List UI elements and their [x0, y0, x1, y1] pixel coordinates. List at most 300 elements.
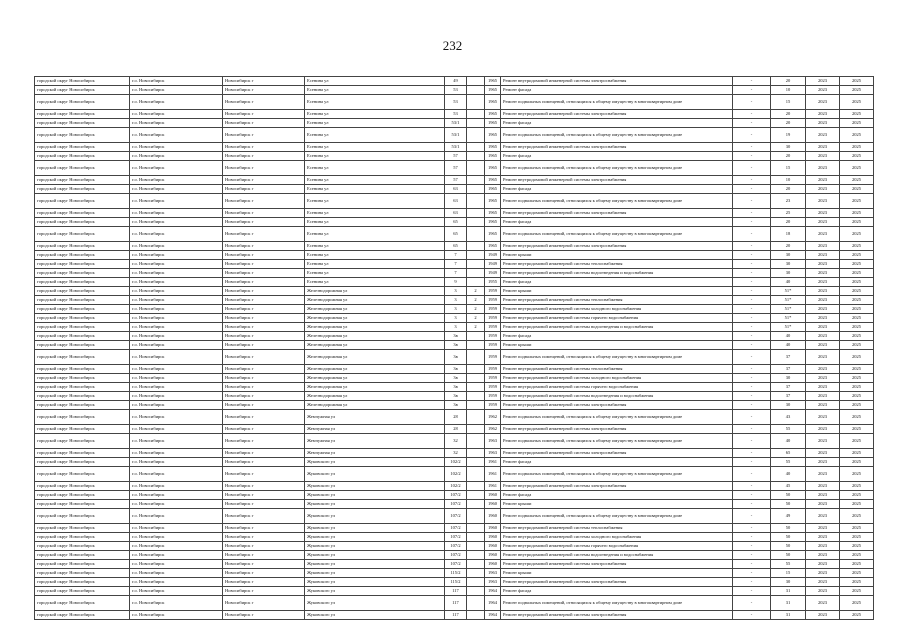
cell-house: 53/1	[445, 143, 467, 152]
cell-city: Новосибирск г	[223, 569, 305, 578]
cell-year-to: 2025	[840, 509, 874, 524]
cell-year: 1961	[485, 482, 501, 491]
cell-year: 1959	[485, 392, 501, 401]
cell-cost: 40	[771, 341, 806, 350]
cell-building	[467, 143, 485, 152]
cell-work-type: Ремонт внутридомовой инженерной системы водоотведения и водоснабжения	[501, 392, 733, 401]
cell-settlement: г.о. Новосибирск	[130, 467, 223, 482]
cell-year-to: 2025	[840, 533, 874, 542]
cell-settlement: г.о. Новосибирск	[130, 86, 223, 95]
cell-municipality: городской округ Новосибирск	[35, 542, 130, 551]
cell-street: Железнодорожная ул	[305, 332, 445, 341]
table-row	[35, 587, 874, 596]
cell-house: 107/2	[445, 560, 467, 569]
cell-work-type: Ремонт внутридомовой инженерной системы электроснабжения	[501, 611, 733, 620]
cell-municipality: городской округ Новосибирск	[35, 278, 130, 287]
cell-cost: 40	[771, 467, 806, 482]
cell-work-type: Ремонт крыши	[501, 569, 733, 578]
cell-municipality: городской округ Новосибирск	[35, 242, 130, 251]
cell-year: 1959	[485, 374, 501, 383]
cell-building	[467, 401, 485, 410]
cell-street: Жуковского ул	[305, 533, 445, 542]
cell-year-to: 2025	[840, 251, 874, 260]
cell-cost: 51*	[771, 314, 806, 323]
cell-year-to: 2025	[840, 128, 874, 143]
cell-work-type: Ремонт фасада	[501, 587, 733, 596]
cell-municipality: городской округ Новосибирск	[35, 500, 130, 509]
cell-cost: 40	[771, 332, 806, 341]
cell-indicator: -	[733, 77, 771, 86]
cell-year-from: 2023	[806, 185, 840, 194]
cell-city: Новосибирск г	[223, 161, 305, 176]
cell-cost: 31	[771, 596, 806, 611]
cell-settlement: г.о. Новосибирск	[130, 176, 223, 185]
cell-municipality: городской округ Новосибирск	[35, 509, 130, 524]
cell-settlement: г.о. Новосибирск	[130, 569, 223, 578]
cell-settlement: г.о. Новосибирск	[130, 434, 223, 449]
cell-street: Жуковского ул	[305, 587, 445, 596]
cell-city: Новосибирск г	[223, 323, 305, 332]
cell-work-type: Ремонт фасада	[501, 119, 733, 128]
cell-cost: 55	[771, 458, 806, 467]
table-row	[35, 296, 874, 305]
cell-year-to: 2025	[840, 560, 874, 569]
cell-settlement: г.о. Новосибирск	[130, 323, 223, 332]
cell-building	[467, 509, 485, 524]
cell-indicator: -	[733, 278, 771, 287]
cell-year-to: 2025	[840, 500, 874, 509]
cell-city: Новосибирск г	[223, 269, 305, 278]
cell-cost: 23	[771, 194, 806, 209]
cell-house: 65	[445, 218, 467, 227]
cell-year-to: 2025	[840, 374, 874, 383]
cell-year-to: 2025	[840, 209, 874, 218]
cell-house: 57	[445, 152, 467, 161]
cell-house: 57	[445, 176, 467, 185]
cell-work-type: Ремонт внутридомовой инженерной системы горячего водоснабжения	[501, 314, 733, 323]
cell-street: Жуковского ул	[305, 611, 445, 620]
cell-year-to: 2025	[840, 194, 874, 209]
cell-cost: 37	[771, 383, 806, 392]
table-row	[35, 425, 874, 434]
cell-year-from: 2023	[806, 410, 840, 425]
cell-cost: 65	[771, 449, 806, 458]
cell-settlement: г.о. Новосибирск	[130, 458, 223, 467]
cell-building	[467, 86, 485, 95]
cell-city: Новосибирск г	[223, 128, 305, 143]
cell-municipality: городской округ Новосибирск	[35, 524, 130, 533]
cell-building	[467, 119, 485, 128]
cell-year-to: 2025	[840, 176, 874, 185]
cell-municipality: городской округ Новосибирск	[35, 449, 130, 458]
table-row	[35, 374, 874, 383]
cell-settlement: г.о. Новосибирск	[130, 560, 223, 569]
cell-year: 1965	[485, 110, 501, 119]
cell-settlement: г.о. Новосибирск	[130, 185, 223, 194]
table-row	[35, 392, 874, 401]
cell-house: 28	[445, 425, 467, 434]
cell-year-from: 2023	[806, 401, 840, 410]
cell-house: 3	[445, 305, 467, 314]
cell-year-from: 2023	[806, 524, 840, 533]
cell-cost: 50	[771, 542, 806, 551]
cell-work-type: Ремонт внутридомовой инженерной системы электроснабжения	[501, 209, 733, 218]
cell-year: 1955	[485, 278, 501, 287]
cell-municipality: городской округ Новосибирск	[35, 269, 130, 278]
cell-house: 3	[445, 287, 467, 296]
cell-year-to: 2025	[840, 152, 874, 161]
cell-street: Железнодорожная ул	[305, 305, 445, 314]
cell-year: 1959	[485, 287, 501, 296]
cell-indicator: -	[733, 314, 771, 323]
cell-cost: 31	[771, 611, 806, 620]
cell-house: 53	[445, 95, 467, 110]
cell-settlement: г.о. Новосибирск	[130, 401, 223, 410]
cell-building	[467, 587, 485, 596]
cell-municipality: городской округ Новосибирск	[35, 251, 130, 260]
cell-street: Железнодорожная ул	[305, 401, 445, 410]
cell-year-from: 2023	[806, 383, 840, 392]
table-row	[35, 542, 874, 551]
cell-settlement: г.о. Новосибирск	[130, 260, 223, 269]
cell-street: Жуковского ул	[305, 578, 445, 587]
cell-year-to: 2025	[840, 482, 874, 491]
cell-indicator: -	[733, 269, 771, 278]
cell-building	[467, 524, 485, 533]
cell-building	[467, 341, 485, 350]
cell-indicator: -	[733, 287, 771, 296]
cell-year-from: 2023	[806, 242, 840, 251]
cell-house: 28	[445, 410, 467, 425]
cell-street: Жуковского ул	[305, 524, 445, 533]
cell-indicator: -	[733, 560, 771, 569]
cell-year-to: 2025	[840, 119, 874, 128]
cell-year-to: 2025	[840, 185, 874, 194]
cell-cost: 51*	[771, 305, 806, 314]
cell-indicator: -	[733, 95, 771, 110]
table-row	[35, 332, 874, 341]
cell-building	[467, 227, 485, 242]
cell-street: Железнодорожная ул	[305, 296, 445, 305]
cell-cost: 15	[771, 569, 806, 578]
cell-year-from: 2023	[806, 560, 840, 569]
cell-cost: 37	[771, 365, 806, 374]
cell-street: Жуковского ул	[305, 509, 445, 524]
cell-year: 1960	[485, 524, 501, 533]
cell-municipality: городской округ Новосибирск	[35, 410, 130, 425]
cell-street: Есенина ул	[305, 143, 445, 152]
cell-municipality: городской округ Новосибирск	[35, 350, 130, 365]
cell-building	[467, 551, 485, 560]
cell-municipality: городской округ Новосибирск	[35, 143, 130, 152]
cell-work-type: Ремонт внутридомовой инженерной системы электроснабжения	[501, 401, 733, 410]
cell-settlement: г.о. Новосибирск	[130, 533, 223, 542]
cell-city: Новосибирск г	[223, 242, 305, 251]
cell-city: Новосибирск г	[223, 143, 305, 152]
cell-cost: 50	[771, 533, 806, 542]
cell-year-to: 2025	[840, 287, 874, 296]
cell-year-from: 2023	[806, 227, 840, 242]
cell-indicator: -	[733, 251, 771, 260]
cell-cost: 30	[771, 143, 806, 152]
cell-indicator: -	[733, 218, 771, 227]
cell-indicator: -	[733, 296, 771, 305]
cell-indicator: -	[733, 194, 771, 209]
cell-municipality: городской округ Новосибирск	[35, 86, 130, 95]
cell-building	[467, 218, 485, 227]
cell-house: 117	[445, 596, 467, 611]
cell-building	[467, 194, 485, 209]
cell-municipality: городской округ Новосибирск	[35, 110, 130, 119]
table-row	[35, 383, 874, 392]
cell-year-from: 2023	[806, 143, 840, 152]
cell-house: 3	[445, 314, 467, 323]
cell-city: Новосибирск г	[223, 218, 305, 227]
cell-building	[467, 251, 485, 260]
cell-indicator: -	[733, 323, 771, 332]
cell-house: 3в	[445, 374, 467, 383]
table-row	[35, 251, 874, 260]
cell-settlement: г.о. Новосибирск	[130, 305, 223, 314]
cell-work-type: Ремонт подвальных помещений, относящихся к общему имуществу в многоквартирном доме	[501, 128, 733, 143]
cell-building	[467, 533, 485, 542]
cell-settlement: г.о. Новосибирск	[130, 152, 223, 161]
cell-street: Железнодорожная ул	[305, 314, 445, 323]
cell-street: Есенина ул	[305, 218, 445, 227]
table-row	[35, 482, 874, 491]
cell-building	[467, 500, 485, 509]
cell-year: 1965	[485, 86, 501, 95]
table-row	[35, 185, 874, 194]
cell-work-type: Ремонт внутридомовой инженерной системы электроснабжения	[501, 482, 733, 491]
cell-municipality: городской округ Новосибирск	[35, 551, 130, 560]
cell-year-from: 2023	[806, 194, 840, 209]
cell-house: 63	[445, 194, 467, 209]
cell-settlement: г.о. Новосибирск	[130, 314, 223, 323]
cell-year: 1965	[485, 119, 501, 128]
cell-house: 107/2	[445, 551, 467, 560]
cell-year-to: 2025	[840, 86, 874, 95]
cell-house: 32	[445, 434, 467, 449]
cell-indicator: -	[733, 458, 771, 467]
cell-year-from: 2023	[806, 482, 840, 491]
cell-street: Жуковского ул	[305, 551, 445, 560]
cell-indicator: -	[733, 551, 771, 560]
cell-cost: 20	[771, 119, 806, 128]
cell-house: 57	[445, 161, 467, 176]
cell-year-to: 2025	[840, 350, 874, 365]
cell-building	[467, 560, 485, 569]
cell-indicator: -	[733, 500, 771, 509]
cell-indicator: -	[733, 260, 771, 269]
cell-city: Новосибирск г	[223, 500, 305, 509]
cell-municipality: городской округ Новосибирск	[35, 458, 130, 467]
cell-cost: 30	[771, 578, 806, 587]
cell-street: Есенина ул	[305, 86, 445, 95]
cell-year: 1959	[485, 332, 501, 341]
cell-city: Новосибирск г	[223, 425, 305, 434]
cell-settlement: г.о. Новосибирск	[130, 128, 223, 143]
cell-year-to: 2025	[840, 278, 874, 287]
cell-year: 1959	[485, 296, 501, 305]
cell-cost: 55	[771, 425, 806, 434]
cell-city: Новосибирск г	[223, 176, 305, 185]
cell-municipality: городской округ Новосибирск	[35, 227, 130, 242]
cell-municipality: городской округ Новосибирск	[35, 323, 130, 332]
cell-house: 53	[445, 110, 467, 119]
cell-house: 3в	[445, 383, 467, 392]
cell-year: 1960	[485, 542, 501, 551]
table-row	[35, 119, 874, 128]
cell-house: 9	[445, 278, 467, 287]
cell-city: Новосибирск г	[223, 533, 305, 542]
cell-year: 1960	[485, 500, 501, 509]
cell-municipality: городской округ Новосибирск	[35, 287, 130, 296]
cell-cost: 50	[771, 500, 806, 509]
cell-settlement: г.о. Новосибирск	[130, 509, 223, 524]
cell-indicator: -	[733, 365, 771, 374]
cell-year-from: 2023	[806, 596, 840, 611]
cell-work-type: Ремонт подвальных помещений, относящихся к общему имуществу в многоквартирном доме	[501, 467, 733, 482]
cell-work-type: Ремонт внутридомовой инженерной системы электроснабжения	[501, 578, 733, 587]
cell-settlement: г.о. Новосибирск	[130, 542, 223, 551]
cell-house: 3в	[445, 350, 467, 365]
cell-municipality: городской округ Новосибирск	[35, 332, 130, 341]
cell-city: Новосибирск г	[223, 305, 305, 314]
cell-building: 2	[467, 296, 485, 305]
cell-municipality: городской округ Новосибирск	[35, 176, 130, 185]
cell-cost: 20	[771, 152, 806, 161]
cell-street: Есенина ул	[305, 95, 445, 110]
cell-municipality: городской округ Новосибирск	[35, 401, 130, 410]
cell-indicator: -	[733, 401, 771, 410]
cell-settlement: г.о. Новосибирск	[130, 95, 223, 110]
cell-indicator: -	[733, 596, 771, 611]
cell-settlement: г.о. Новосибирск	[130, 251, 223, 260]
cell-work-type: Ремонт внутридомовой инженерной системы электроснабжения	[501, 176, 733, 185]
cell-year-from: 2023	[806, 251, 840, 260]
cell-indicator: -	[733, 491, 771, 500]
cell-building	[467, 449, 485, 458]
table-row	[35, 209, 874, 218]
cell-year: 1960	[485, 509, 501, 524]
cell-year: 1960	[485, 560, 501, 569]
cell-cost: 20	[771, 185, 806, 194]
cell-settlement: г.о. Новосибирск	[130, 350, 223, 365]
cell-municipality: городской округ Новосибирск	[35, 425, 130, 434]
cell-year-from: 2023	[806, 542, 840, 551]
cell-house: 107/2	[445, 500, 467, 509]
cell-house: 3	[445, 296, 467, 305]
table-row	[35, 365, 874, 374]
cell-house: 53/1	[445, 119, 467, 128]
cell-cost: 30	[771, 401, 806, 410]
cell-work-type: Ремонт крыши	[501, 287, 733, 296]
cell-street: Есенина ул	[305, 269, 445, 278]
cell-year: 1965	[485, 143, 501, 152]
cell-year-from: 2023	[806, 491, 840, 500]
cell-year-from: 2023	[806, 269, 840, 278]
cell-city: Новосибирск г	[223, 278, 305, 287]
table-row	[35, 323, 874, 332]
cell-year-to: 2025	[840, 242, 874, 251]
cell-building	[467, 482, 485, 491]
cell-building: 2	[467, 305, 485, 314]
cell-settlement: г.о. Новосибирск	[130, 500, 223, 509]
cell-year-from: 2023	[806, 365, 840, 374]
cell-year: 1961	[485, 467, 501, 482]
cell-indicator: -	[733, 611, 771, 620]
cell-street: Есенина ул	[305, 260, 445, 269]
cell-year-to: 2025	[840, 143, 874, 152]
cell-street: Жуковского ул	[305, 491, 445, 500]
cell-building	[467, 374, 485, 383]
cell-city: Новосибирск г	[223, 491, 305, 500]
table-row	[35, 611, 874, 620]
cell-indicator: -	[733, 128, 771, 143]
table-body	[35, 77, 874, 620]
cell-year: 1960	[485, 533, 501, 542]
cell-settlement: г.о. Новосибирск	[130, 551, 223, 560]
table-row	[35, 143, 874, 152]
cell-work-type: Ремонт крыши	[501, 251, 733, 260]
cell-work-type: Ремонт подвальных помещений, относящихся к общему имуществу в многоквартирном доме	[501, 161, 733, 176]
cell-city: Новосибирск г	[223, 95, 305, 110]
cell-settlement: г.о. Новосибирск	[130, 269, 223, 278]
cell-cost: 37	[771, 392, 806, 401]
cell-work-type: Ремонт фасада	[501, 185, 733, 194]
cell-house: 65	[445, 242, 467, 251]
cell-building	[467, 434, 485, 449]
cell-settlement: г.о. Новосибирск	[130, 611, 223, 620]
cell-cost: 18	[771, 227, 806, 242]
cell-municipality: городской округ Новосибирск	[35, 314, 130, 323]
cell-city: Новосибирск г	[223, 578, 305, 587]
cell-work-type: Ремонт внутридомовой инженерной системы электроснабжения	[501, 77, 733, 86]
cell-municipality: городской округ Новосибирск	[35, 467, 130, 482]
table-row	[35, 161, 874, 176]
cell-year: 1964	[485, 596, 501, 611]
cell-year-from: 2023	[806, 449, 840, 458]
cell-city: Новосибирск г	[223, 287, 305, 296]
cell-year-to: 2025	[840, 260, 874, 269]
cell-year: 1949	[485, 251, 501, 260]
cell-cost: 50	[771, 551, 806, 560]
cell-city: Новосибирск г	[223, 185, 305, 194]
cell-year-to: 2025	[840, 524, 874, 533]
cell-indicator: -	[733, 161, 771, 176]
cell-city: Новосибирск г	[223, 401, 305, 410]
table-row	[35, 242, 874, 251]
cell-year: 1965	[485, 77, 501, 86]
cell-cost: 51*	[771, 296, 806, 305]
cell-municipality: городской округ Новосибирск	[35, 341, 130, 350]
cell-settlement: г.о. Новосибирск	[130, 491, 223, 500]
cell-indicator: -	[733, 350, 771, 365]
cell-indicator: -	[733, 305, 771, 314]
cell-settlement: г.о. Новосибирск	[130, 425, 223, 434]
cell-city: Новосибирск г	[223, 542, 305, 551]
cell-building	[467, 128, 485, 143]
cell-city: Новосибирск г	[223, 449, 305, 458]
cell-building: 2	[467, 287, 485, 296]
cell-house: 7	[445, 269, 467, 278]
cell-work-type: Ремонт подвальных помещений, относящихся к общему имуществу в многоквартирном доме	[501, 95, 733, 110]
cell-settlement: г.о. Новосибирск	[130, 392, 223, 401]
cell-municipality: городской округ Новосибирск	[35, 578, 130, 587]
cell-year: 1965	[485, 209, 501, 218]
cell-street: Железнодорожная ул	[305, 350, 445, 365]
